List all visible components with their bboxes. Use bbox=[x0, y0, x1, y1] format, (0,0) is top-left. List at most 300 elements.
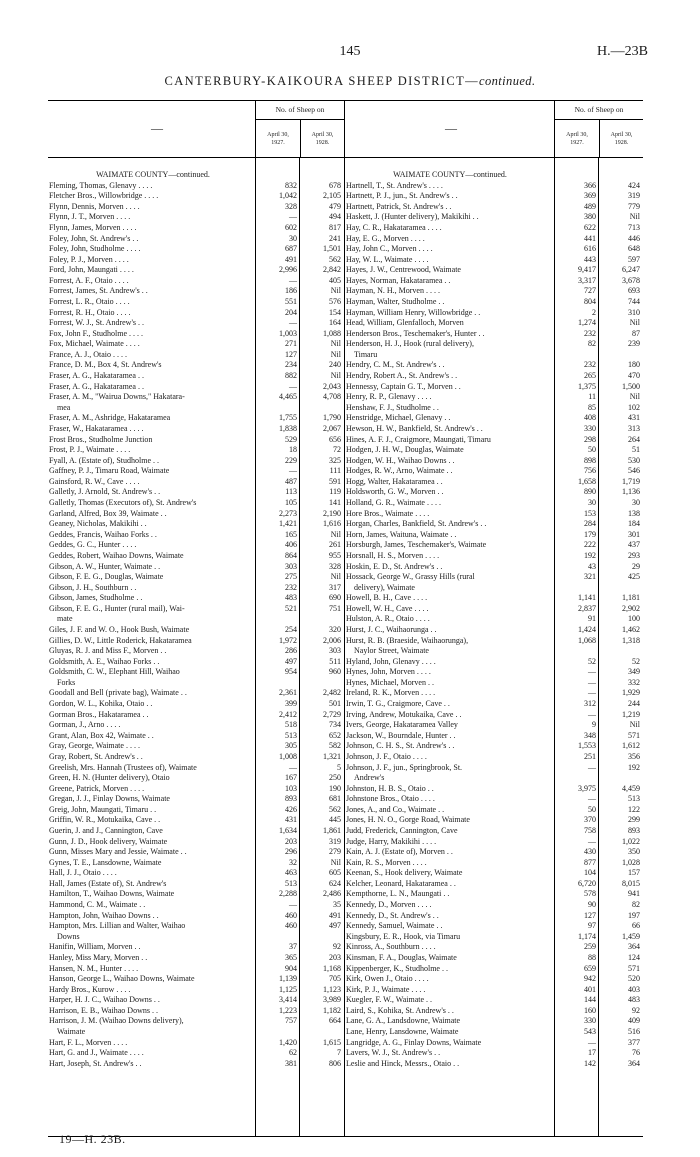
owner-name: Hay, John C., Morven . . . . bbox=[346, 244, 433, 254]
sheep-1928: Nil bbox=[629, 720, 640, 730]
sheep-1927: 2,288 bbox=[279, 889, 297, 899]
sheep-1928: 431 bbox=[628, 413, 640, 423]
owner-name: Henstridge, Michael, Glenavy . . bbox=[346, 413, 451, 423]
sheep-1928: 2,902 bbox=[622, 603, 640, 613]
sheep-1928: 203 bbox=[329, 952, 341, 962]
page-code: H.—23B bbox=[597, 44, 648, 59]
sheep-1928: 141 bbox=[329, 498, 341, 507]
owner-name: Hulston, A. R., Otaio . . . . bbox=[346, 614, 430, 624]
sheep-count-header bbox=[255, 101, 344, 157]
owner-name: Hansen, N. M., Hunter . . . . bbox=[49, 963, 139, 973]
sheep-1927: 251 bbox=[584, 751, 596, 761]
owner-name: Hall, James (Estate of), St. Andrew's bbox=[49, 878, 167, 888]
owner-name: Irving, Andrew, Motukaika, Cave . . bbox=[346, 709, 462, 719]
owner-name: Holland, G. R., Waimate . . . . bbox=[346, 498, 441, 507]
sheep-1927: 1,972 bbox=[279, 635, 297, 645]
name-column-header: — bbox=[151, 121, 163, 135]
sheep-1928: 779 bbox=[628, 201, 640, 211]
owner-name: Gorman, J., Arno . . . . bbox=[49, 720, 121, 730]
sheep-1928: 941 bbox=[628, 889, 640, 899]
sheep-1928: 437 bbox=[628, 540, 640, 550]
owner-name: Lane, Henry, Lansdowne, Waimate bbox=[346, 1027, 459, 1036]
sheep-1928: 66 bbox=[632, 921, 640, 931]
sheep-1928: 678 bbox=[329, 180, 341, 190]
sheep-1927: 1,139 bbox=[279, 974, 297, 984]
sheep-1928: 2,043 bbox=[323, 381, 341, 391]
sheep-1928: Nil bbox=[330, 349, 341, 359]
sheep-1928: Nil bbox=[629, 318, 640, 328]
owner-name: Hartnell, T., St. Andrew's . . . . bbox=[346, 180, 443, 190]
owner-name: Guerin, J. and J., Cannington, Cave bbox=[49, 826, 163, 835]
sheep-1928: 184 bbox=[628, 519, 640, 529]
sheep-1927: 85 bbox=[588, 402, 596, 412]
owner-name: Goodall and Bell (private bag), Waimate . . bbox=[49, 688, 187, 698]
sheep-1928: 51 bbox=[632, 445, 640, 455]
owner-name: Hall, J. J., Otaio . . . . bbox=[49, 868, 117, 878]
sheep-1928: 648 bbox=[628, 244, 640, 254]
owner-name: Gordon, W. L., Kohika, Otaio . . bbox=[49, 699, 153, 708]
sheep-1927: 616 bbox=[584, 244, 596, 254]
sheep-1927: 43 bbox=[588, 561, 596, 571]
sheep-1927: 298 bbox=[584, 434, 596, 444]
sheep-1927: 1,274 bbox=[578, 318, 596, 328]
sheep-1927: 1,003 bbox=[279, 328, 297, 338]
sheep-1928: 3,989 bbox=[323, 995, 341, 1005]
owner-name: Jones, H. N. O., Gorge Road, Waimate bbox=[346, 815, 470, 825]
sheep-1927: 90 bbox=[588, 900, 596, 909]
sheep-1927: 460 bbox=[285, 921, 297, 931]
owner-name: Hossack, George W., Grassy Hills (rural bbox=[346, 572, 475, 581]
sheep-1928: 656 bbox=[329, 434, 341, 444]
sheep-1927: 904 bbox=[285, 963, 297, 973]
owner-name: Garland, Alfred, Box 39, Waimate . . bbox=[49, 508, 167, 518]
sheep-1927: 11 bbox=[588, 392, 596, 402]
owner-name: Flynn, J. T., Morven . . . . bbox=[49, 212, 131, 222]
sheep-1927: 659 bbox=[584, 963, 596, 973]
sheep-1927: 543 bbox=[584, 1027, 596, 1036]
owner-name: Hurst, R. B. (Braeside, Waihaorunga), bbox=[346, 635, 469, 645]
sheep-1927: 165 bbox=[285, 529, 297, 539]
owner-name: Johnson, C. H. S., St. Andrew's . . bbox=[346, 741, 455, 751]
sheep-1928: 72 bbox=[333, 445, 341, 455]
sheep-1927: 37 bbox=[289, 942, 297, 952]
sheep-1928: 325 bbox=[329, 455, 341, 465]
owner-name: Johnstone Bros., Otaio . . . . bbox=[346, 794, 435, 804]
sheep-1928: 734 bbox=[329, 720, 341, 730]
sheep-1927: 380 bbox=[584, 212, 596, 222]
sheep-1928: 239 bbox=[628, 339, 640, 349]
sheep-1928: 244 bbox=[628, 699, 640, 708]
sheep-1928: 1,088 bbox=[323, 328, 341, 338]
sheep-1927: — bbox=[588, 836, 596, 846]
sheep-1928: 76 bbox=[632, 1048, 640, 1058]
sheep-1928: 1,318 bbox=[622, 635, 640, 645]
left-table bbox=[48, 100, 344, 1137]
owner-name: Gainsford, R. W., Cave . . . . bbox=[49, 476, 140, 486]
owner-name: Kempthorne, L. N., Maungati . . bbox=[346, 889, 450, 899]
sheep-1928: 124 bbox=[628, 952, 640, 962]
sheep-1928: 494 bbox=[329, 212, 341, 222]
sheep-1927: 2,273 bbox=[279, 508, 297, 518]
sheep-1928: Nil bbox=[330, 572, 341, 581]
sheep-1927: 513 bbox=[285, 730, 297, 740]
sheep-1927: 832 bbox=[285, 180, 297, 190]
owner-name: Fraser, A. M., Ashridge, Hakataramea bbox=[49, 413, 171, 423]
owner-name: Irwin, T. G., Craigmore, Cave . . bbox=[346, 699, 450, 708]
sheep-1928: 301 bbox=[628, 529, 640, 539]
col-1928-header: April 30, 1928. bbox=[300, 120, 344, 157]
owner-name: Goldsmith, A. E., Waihao Forks . . bbox=[49, 656, 160, 666]
sheep-1928: 530 bbox=[628, 455, 640, 465]
right-table-body bbox=[345, 158, 643, 1136]
sheep-count-label: No. of Sheep on bbox=[256, 101, 344, 120]
sheep-1927: 9 bbox=[592, 720, 596, 730]
sheep-1927: 1,042 bbox=[279, 191, 297, 201]
owner-name: Harrison, J. M. (Waihao Downs delivery), bbox=[49, 1016, 184, 1026]
sheep-1928: 2,105 bbox=[323, 191, 341, 201]
owner-name: Greelish, Mrs. Hannah (Trustees of), Waimate bbox=[49, 762, 197, 772]
sheep-1927: 602 bbox=[285, 222, 297, 232]
sheep-1928: 501 bbox=[329, 699, 341, 708]
sheep-1927: 513 bbox=[285, 878, 297, 888]
sheep-1928: 713 bbox=[628, 222, 640, 232]
sheep-1928: 562 bbox=[329, 804, 341, 814]
sheep-1928: 1,500 bbox=[622, 381, 640, 391]
sheep-1927: 381 bbox=[285, 1058, 297, 1068]
owner-name: Gibson, James, Studholme . . bbox=[49, 593, 143, 603]
sheep-1927: 2,996 bbox=[279, 265, 297, 275]
sheep-1927: 265 bbox=[584, 371, 596, 380]
sheep-1927: 369 bbox=[584, 191, 596, 201]
sheep-1927: 804 bbox=[584, 297, 596, 306]
sheep-1928: 664 bbox=[329, 1016, 341, 1026]
owner-name: Gray, Robert, St. Andrew's . . bbox=[49, 751, 143, 761]
sheep-1927: 1,658 bbox=[578, 476, 596, 486]
owner-name: Andrew's bbox=[354, 773, 385, 783]
sheep-count-label: No. of Sheep on bbox=[555, 101, 643, 120]
sheep-1927: 426 bbox=[285, 804, 297, 814]
sheep-1927: 430 bbox=[584, 847, 596, 857]
owner-name: Kennedy, D., St. Andrew's . . bbox=[346, 910, 439, 920]
sheep-1928: 7 bbox=[337, 1048, 341, 1058]
sheep-1928: 313 bbox=[628, 423, 640, 433]
owner-name: Hartnett, Patrick, St. Andrew's . . bbox=[346, 201, 452, 211]
owner-name: Kippenberger, K., Studholme . . bbox=[346, 963, 448, 973]
owner-name: Hodgen, W. H., Waihao Downs . . bbox=[346, 455, 455, 465]
sheep-1928: 624 bbox=[329, 878, 341, 888]
sheep-1927: 203 bbox=[285, 836, 297, 846]
sheep-1927: 551 bbox=[285, 297, 297, 306]
owner-name: Jones, A., and Co., Waimate . . bbox=[346, 804, 445, 814]
sheep-1927: 1,008 bbox=[279, 751, 297, 761]
sheep-1927: 179 bbox=[584, 529, 596, 539]
sheep-1927: 275 bbox=[285, 572, 297, 581]
owner-name: Ivers, George, Hakataramea Valley bbox=[346, 720, 458, 730]
sheep-1927: 321 bbox=[584, 572, 596, 581]
owner-name: Hoskin, E. D., St. Andrew's . . bbox=[346, 561, 443, 571]
owner-name: Hanley, Miss Mary, Morven . . bbox=[49, 952, 148, 962]
sheep-1927: 160 bbox=[584, 1005, 596, 1015]
sheep-1927: 2,412 bbox=[279, 709, 297, 719]
owner-name: Galletly, J. Arnold, St. Andrew's . . bbox=[49, 487, 161, 497]
sheep-1927: 50 bbox=[588, 445, 596, 455]
sheep-1927: 1,223 bbox=[279, 1005, 297, 1015]
owner-name: Horgan, Charles, Bankfield, St. Andrew's . . bbox=[346, 519, 487, 529]
sheep-1928: 652 bbox=[329, 730, 341, 740]
sheep-1928: 1,719 bbox=[622, 476, 640, 486]
sheep-1928: 190 bbox=[329, 783, 341, 793]
sheep-1927: — bbox=[289, 762, 297, 772]
sheep-1927: 232 bbox=[285, 582, 297, 592]
owner-name: Gaffney, P. J., Timaru Road, Waimate bbox=[49, 466, 170, 476]
sheep-1927: 30 bbox=[289, 233, 297, 243]
sheep-1927: 1,375 bbox=[578, 381, 596, 391]
owner-name: Hay, E. G., Morven . . . . bbox=[346, 233, 425, 243]
owner-name: Flynn, James, Morven . . . . bbox=[49, 222, 137, 232]
sheep-1928: 29 bbox=[632, 561, 640, 571]
owner-name: Laird, S., Kohika, St. Andrew's . . bbox=[346, 1005, 454, 1015]
sheep-1928: 1,616 bbox=[323, 519, 341, 529]
sheep-1927: 1,125 bbox=[279, 984, 297, 994]
sheep-1928: 5 bbox=[337, 762, 341, 772]
sheep-1928: 1,182 bbox=[323, 1005, 341, 1015]
owner-name: Keenan, S., Hook delivery, Waimate bbox=[346, 868, 463, 878]
owner-name: Timaru bbox=[354, 349, 378, 359]
sheep-1928: 806 bbox=[329, 1058, 341, 1068]
sheep-1928: 1,028 bbox=[622, 857, 640, 867]
sheep-1927: 578 bbox=[584, 889, 596, 899]
sheep-1928: 605 bbox=[329, 868, 341, 878]
sheep-1928: Nil bbox=[330, 286, 341, 296]
sheep-1927: 1,068 bbox=[578, 635, 596, 645]
sheep-1928: 424 bbox=[628, 180, 640, 190]
owner-name: Geddes, Francis, Waihao Forks . . bbox=[49, 529, 157, 539]
sheep-1927: 2,837 bbox=[578, 603, 596, 613]
sheep-1927: 167 bbox=[285, 773, 297, 783]
sheep-1928: 409 bbox=[628, 1016, 640, 1026]
sheep-1927: — bbox=[289, 275, 297, 285]
sheep-1927: 254 bbox=[285, 624, 297, 634]
sheep-1927: 1,141 bbox=[578, 593, 596, 603]
sheep-1928: 319 bbox=[628, 191, 640, 201]
sheep-1927: 232 bbox=[584, 360, 596, 370]
sheep-1927: 942 bbox=[584, 974, 596, 984]
owner-name: Judge, Harry, Makikihi . . . . bbox=[346, 836, 437, 846]
sheep-1927: 91 bbox=[588, 614, 596, 624]
sheep-1927: 17 bbox=[588, 1048, 596, 1058]
owner-name: Johnson, J. F., jun., Springbrook, St. bbox=[346, 762, 463, 772]
owner-name: Lavers, W. J., St. Andrew's . . bbox=[346, 1048, 441, 1058]
sheep-1928: 1,136 bbox=[622, 487, 640, 497]
sheep-1927: 518 bbox=[285, 720, 297, 730]
owner-name: Hore Bros., Waimate . . . . bbox=[346, 508, 430, 518]
owner-name: Hardy Bros., Kurow . . . . bbox=[49, 984, 131, 994]
owner-name: Green, H. N. (Hunter delivery), Otaio bbox=[49, 773, 170, 783]
owner-name: Johnson, J. F., Otaio . . . . bbox=[346, 751, 427, 761]
sheep-1928: 744 bbox=[628, 297, 640, 306]
sheep-1927: 18 bbox=[289, 445, 297, 455]
sheep-1928: 2,729 bbox=[323, 709, 341, 719]
owner-name: Harper, H. J. C., Waihao Downs . . bbox=[49, 995, 160, 1005]
owner-name: Holdsworth, G. W., Morven . . bbox=[346, 487, 444, 497]
sheep-1927: 50 bbox=[588, 804, 596, 814]
sheep-1928: 299 bbox=[628, 815, 640, 825]
sheep-1928: 497 bbox=[329, 921, 341, 931]
owner-name: Kirk, P. J., Waimate . . . . bbox=[346, 984, 426, 994]
sheep-1927: — bbox=[289, 900, 297, 909]
sheep-1927: 443 bbox=[584, 254, 596, 264]
owner-name: Hines, A. F. J., Craigmore, Maungati, Timaru bbox=[346, 434, 491, 444]
sheep-1927: 3,414 bbox=[279, 995, 297, 1005]
sheep-1927: 9,417 bbox=[578, 265, 596, 275]
owner-name: Kain, A. J. (Estate of), Morven . . bbox=[346, 847, 453, 857]
sheep-1927: 1,838 bbox=[279, 423, 297, 433]
sheep-1928: 157 bbox=[628, 868, 640, 878]
sheep-1928: 1,612 bbox=[622, 741, 640, 751]
owner-name: Hayman, N. H., Morven . . . . bbox=[346, 286, 440, 296]
sheep-1928: 751 bbox=[329, 603, 341, 613]
sheep-1928: 2,842 bbox=[323, 265, 341, 275]
sheep-1927: 401 bbox=[584, 984, 596, 994]
owner-name: Leslie and Hinck, Messrs., Otaio . . bbox=[346, 1058, 460, 1068]
sheep-1928: 102 bbox=[628, 402, 640, 412]
owner-name: Kirk, Owen J., Otaio . . . . bbox=[346, 974, 429, 984]
col-1928-header: April 30, 1928. bbox=[599, 120, 643, 157]
sheep-1927: 232 bbox=[584, 328, 596, 338]
sheep-1928: 513 bbox=[628, 794, 640, 804]
owner-name: Griffin, W. R., Motukaika, Cave . . bbox=[49, 815, 161, 825]
owner-name: Kinsman, F. A., Douglas, Waimate bbox=[346, 952, 457, 962]
sheep-1928: 240 bbox=[329, 360, 341, 370]
owner-name: France, A. J., Otaio . . . . bbox=[49, 349, 127, 359]
owner-name: Hogg, Walter, Hakataramea . . bbox=[346, 476, 443, 486]
sheep-1927: 97 bbox=[588, 921, 596, 931]
owner-name: Gray, George, Waimate . . . . bbox=[49, 741, 140, 751]
owner-name: Gibson, F. E. G., Douglas, Waimate bbox=[49, 572, 164, 581]
right-table bbox=[344, 100, 643, 1137]
owner-name: Henry, R. P., Glenavy . . . . bbox=[346, 392, 432, 402]
owner-name: Hynes, Michael, Morven . . bbox=[346, 677, 434, 687]
sheep-1928: 164 bbox=[329, 318, 341, 328]
owner-name: Howell, W. H., Cave . . . . bbox=[346, 603, 429, 613]
owner-name: Ford, John, Maungati . . . . bbox=[49, 265, 134, 275]
sheep-1927: 305 bbox=[285, 741, 297, 751]
owner-name: Hewson, H. W., Bankfield, St. Andrew's . . bbox=[346, 423, 483, 433]
sheep-1928: 960 bbox=[329, 667, 341, 677]
sheep-1927: 864 bbox=[285, 550, 297, 560]
sheep-1927: 3,975 bbox=[578, 783, 596, 793]
sheep-1927: — bbox=[588, 762, 596, 772]
owner-name: Hartnett, P. J., jun., St. Andrew's . . bbox=[346, 191, 458, 201]
sheep-1927: 312 bbox=[584, 699, 596, 708]
owner-name: Fleming, Thomas, Glenavy . . . . bbox=[49, 180, 153, 190]
sheep-1928: 591 bbox=[329, 476, 341, 486]
sheep-1928: 2,486 bbox=[323, 889, 341, 899]
sheep-1927: 487 bbox=[285, 476, 297, 486]
sheep-1927: 1,553 bbox=[578, 741, 596, 751]
owner-name: Hart, Joseph, St. Andrew's . . bbox=[49, 1058, 142, 1068]
page-number: 145 bbox=[339, 44, 361, 59]
owner-name: Naylor Street, Waimate bbox=[354, 646, 429, 656]
owner-name: Fraser, A. M., "Wairua Downs," Hakatara- bbox=[49, 392, 185, 402]
owner-name: Fletcher Bros., Willowbridge . . . . bbox=[49, 191, 159, 201]
sheep-1927: 62 bbox=[289, 1048, 297, 1058]
owner-name: Jackson, W., Bourndale, Hunter . . bbox=[346, 730, 456, 740]
owner-name: delivery), Waimate bbox=[354, 582, 415, 592]
sheep-1927: — bbox=[289, 318, 297, 328]
owner-name: WAIMATE COUNTY—continued. bbox=[393, 170, 507, 179]
sheep-1927: — bbox=[289, 381, 297, 391]
sheep-1928: 4,708 bbox=[323, 392, 341, 402]
sheep-1927: 3,317 bbox=[578, 275, 596, 285]
sheep-1928: 705 bbox=[329, 974, 341, 984]
sheep-1927: 890 bbox=[584, 487, 596, 497]
sheep-1928: 2,190 bbox=[323, 508, 341, 518]
owner-name: Hamilton, T., Waihao Downs, Waimate bbox=[49, 889, 175, 899]
sheep-1927: 622 bbox=[584, 222, 596, 232]
sheep-1927: 497 bbox=[285, 656, 297, 666]
sheep-1928: 328 bbox=[329, 561, 341, 571]
owner-name: Lane, G. A., Landsdowne, Waimate bbox=[346, 1016, 461, 1026]
sheep-1927: 186 bbox=[285, 286, 297, 296]
owner-name: Fraser, W., Hakataramea . . . . bbox=[49, 423, 144, 433]
sheep-1928: 30 bbox=[632, 498, 640, 507]
sheep-1927: 463 bbox=[285, 868, 297, 878]
owner-name: Fyall, A. (Estate of), Studholme . . bbox=[49, 455, 159, 465]
owner-name: Fraser, A. G., Hakataramea . . bbox=[49, 381, 144, 391]
sheep-1928: 1,168 bbox=[323, 963, 341, 973]
sheep-1928: 479 bbox=[329, 201, 341, 211]
sheep-1927: — bbox=[588, 688, 596, 698]
sheep-1927: 328 bbox=[285, 201, 297, 211]
sheep-1927: 882 bbox=[285, 371, 297, 380]
owner-name: Frost, P. J., Waimate . . . . bbox=[49, 445, 131, 455]
owner-name: Galletly, Thomas (Executors of), St. Andrew's bbox=[49, 498, 197, 507]
sheep-1927: 127 bbox=[584, 910, 596, 920]
sheep-1927: 441 bbox=[584, 233, 596, 243]
sheep-1927: 370 bbox=[584, 815, 596, 825]
sheep-1928: 582 bbox=[329, 741, 341, 751]
sheep-1928: Nil bbox=[629, 392, 640, 402]
sheep-1928: 264 bbox=[628, 434, 640, 444]
sheep-1928: 446 bbox=[628, 233, 640, 243]
sheep-1928: 1,615 bbox=[323, 1037, 341, 1047]
sheep-1927: 286 bbox=[285, 646, 297, 656]
sheep-1927: 103 bbox=[285, 783, 297, 793]
sheep-1927: 1,420 bbox=[279, 1037, 297, 1047]
sheep-1927: 284 bbox=[584, 519, 596, 529]
sheep-1927: 348 bbox=[584, 730, 596, 740]
sheep-1928: 180 bbox=[628, 360, 640, 370]
sheep-1928: 122 bbox=[628, 804, 640, 814]
sheep-1928: 364 bbox=[628, 1058, 640, 1068]
sheep-1928: 2,067 bbox=[323, 423, 341, 433]
sheep-1927: 489 bbox=[584, 201, 596, 211]
sheep-1928: 332 bbox=[628, 677, 640, 687]
owner-name: WAIMATE COUNTY—continued. bbox=[96, 170, 210, 179]
sheep-1927: 330 bbox=[584, 423, 596, 433]
owner-name: Hendry, C. M., St. Andrew's . . bbox=[346, 360, 445, 370]
sheep-1927: 2,361 bbox=[279, 688, 297, 698]
sheep-1928: 356 bbox=[628, 751, 640, 761]
sheep-1927: 82 bbox=[588, 339, 596, 349]
sheep-1928: Nil bbox=[629, 212, 640, 222]
sheep-1927: — bbox=[588, 1037, 596, 1047]
owner-name: Gibson, F. E. G., Hunter (rural mail), Wai- bbox=[49, 603, 185, 613]
sheep-1928: 100 bbox=[628, 614, 640, 624]
sheep-1927: 687 bbox=[285, 244, 297, 254]
sheep-1928: 87 bbox=[632, 328, 640, 338]
